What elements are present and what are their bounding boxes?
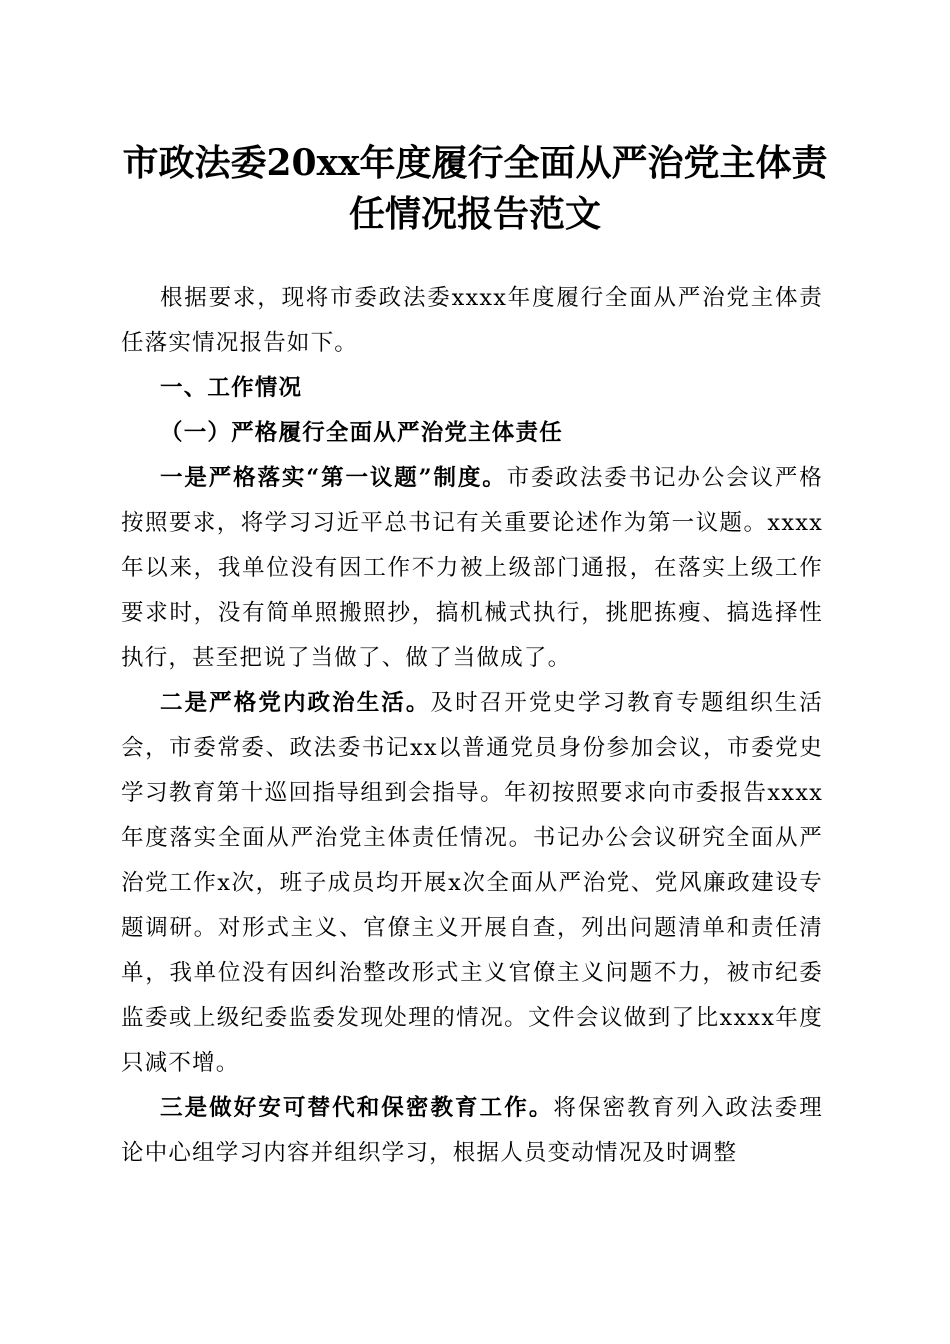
item-1-lead: 一是严格落实“第一议题”制度。 [160,465,507,491]
item-2-text: 及时召开党史学习教育专题组织生活会，市委常委、政法委书记xx以普通党员身份参加会议，市委党史学习教育第十巡回指导组到会指导。年初按照要求向市委报告xxxx年度落实全面从严治党主体责任情况。书记办公会议研究全面从严治党工作x次，班子成员均开展x次全面从严治党、党风廉政建设专题调研。对形式主义、官僚主义开展自查，列出问题清单和责任清单，我单位没有因纠治整改形式主义官僚主义问题不力，被市纪委监委或上级纪委监委发现处理的情况。文件会议做到了比xxxx年度只减不增。 [121,690,824,1076]
item-paragraph-2 [121,681,823,1086]
subsection-heading: （一）严格履行全面从严治党主体责任 [160,420,563,446]
item-paragraph-1 [121,456,823,681]
intro-paragraph: 根据要求，现将市委政法委xxxx年度履行全面从严治党主体责任落实情况报告如下。 [121,285,823,356]
item-2-lead: 二是严格党内政治生活。 [160,690,431,716]
document-title [100,138,850,240]
item-3-text: 将保密教育列入政法委理论中心组学习内容并组织学习，根据人员变动情况及时调整 [121,1095,824,1166]
item-paragraph-3 [121,1086,823,1176]
item-3-lead: 三是做好安可替代和保密教育工作。 [160,1095,554,1121]
section-heading: 一、工作情况 [160,375,303,401]
document-body [121,276,823,1176]
item-1-text: 市委政法委书记办公会议严格按照要求，将学习习近平总书记有关重要论述作为第一议题。xxxx年以来，我单位没有因工作不力被上级部门通报，在落实上级工作要求时，没有简单照搬照抄，搞机械式执行，挑肥拣瘦、搞选择性执行，甚至把说了当做了、做了当做成了。 [121,465,823,671]
title-line-2: 任情况报告范文 [348,193,601,235]
title-line-1: 市政法委20xx年度履行全面从严治党主体责 [122,142,828,184]
